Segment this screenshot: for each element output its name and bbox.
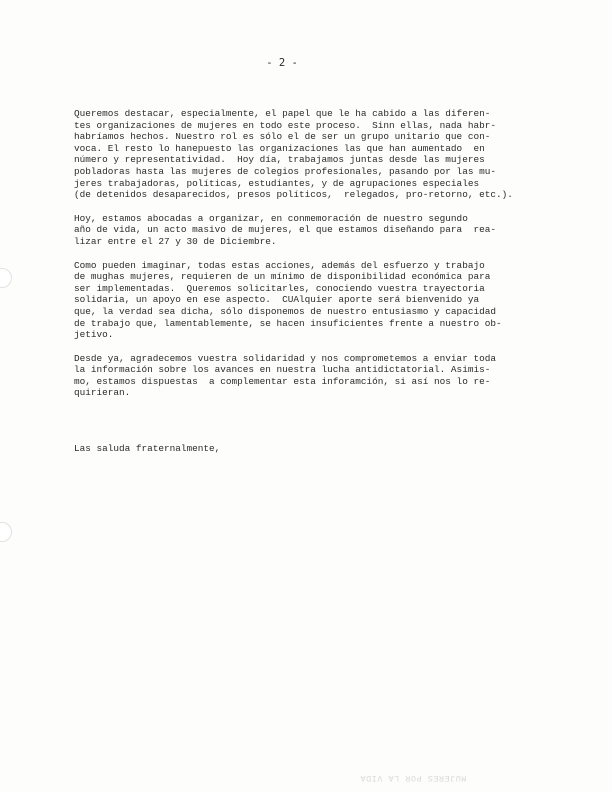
text-line: ser implementadas. Queremos solicitarles, conociendo vuestra trayectoria xyxy=(74,282,485,294)
text-line: Hoy, estamos abocadas a organizar, en conmemoración de nuestro segundo xyxy=(74,212,468,224)
text-line: jetivo. xyxy=(74,329,114,341)
text-line: solidaria, un apoyo en ese aspecto. CUAlquier aporte será bienvenido ya xyxy=(74,294,480,306)
text-line: lizar entre el 27 y 30 de Diciembre. xyxy=(74,235,277,247)
text-line: Desde ya, agradecemos vuestra solidaridad y nos comprometemos a enviar toda xyxy=(74,352,496,364)
text-line: habríamos hechos. Nuestro rol es sólo el de ser un grupo unitario que con- xyxy=(74,131,491,143)
page-number: - 2 - xyxy=(266,57,298,69)
text-line: Queremos destacar, especialmente, el papel que le ha cabido a las diferen- xyxy=(74,108,491,119)
punch-hole xyxy=(0,268,12,288)
text-line: mo, estamos dispuestas a complementar esta inforamción, si así nos lo re- xyxy=(74,375,491,387)
text-line: Como pueden imaginar, todas estas acciones, además del esfuerzo y trabajo xyxy=(74,259,485,271)
text-line: que, la verdad sea dicha, sólo disponemos de nuestro entusiasmo y capacidad xyxy=(74,305,496,317)
text-line: tes organizaciones de mujeres en todo este proceso. Sinn ellas, nada habr- xyxy=(74,119,496,131)
text-line: pobladoras hasta las mujeres de colegios profesionales, pasando por las mu- xyxy=(74,165,496,177)
text-line: número y representatividad. Hoy día, trabajamos juntas desde las mujeres xyxy=(74,154,485,166)
letter-body xyxy=(74,108,554,411)
closing-salutation: Las saluda fraternalmente, xyxy=(74,443,221,454)
paragraph xyxy=(74,353,554,399)
paragraph xyxy=(74,213,554,248)
text-line: año de vida, un acto masivo de mujeres, el que estamos diseñando para rea- xyxy=(74,224,496,236)
punch-hole xyxy=(0,522,12,542)
text-line: la información sobre los avances en nuestra lucha antidictatorial. Asimis- xyxy=(74,364,491,376)
text-line: (de detenidos desaparecidos, presos políticos, relegados, pro-retorno, etc.). xyxy=(74,189,513,201)
text-line: quirieran. xyxy=(74,387,131,399)
text-line: voca. El resto lo hanepuesto las organizaciones las que han aumentado en xyxy=(74,142,485,154)
paragraph xyxy=(74,260,554,341)
text-line: de mughas mujeres, requieren de un mínimo de disponibilidad económica para xyxy=(74,271,491,283)
text-line: jeres trabajadoras, políticas, estudiantes, y de agrupaciones especiales xyxy=(74,177,480,189)
text-line: de trabajo que, lamentablemente, se hacen insuficientes frente a nuestro ob- xyxy=(74,317,502,329)
paragraph xyxy=(74,108,554,201)
reverse-side-bleed-through: MUJERES POR LA VIDA xyxy=(360,773,467,783)
